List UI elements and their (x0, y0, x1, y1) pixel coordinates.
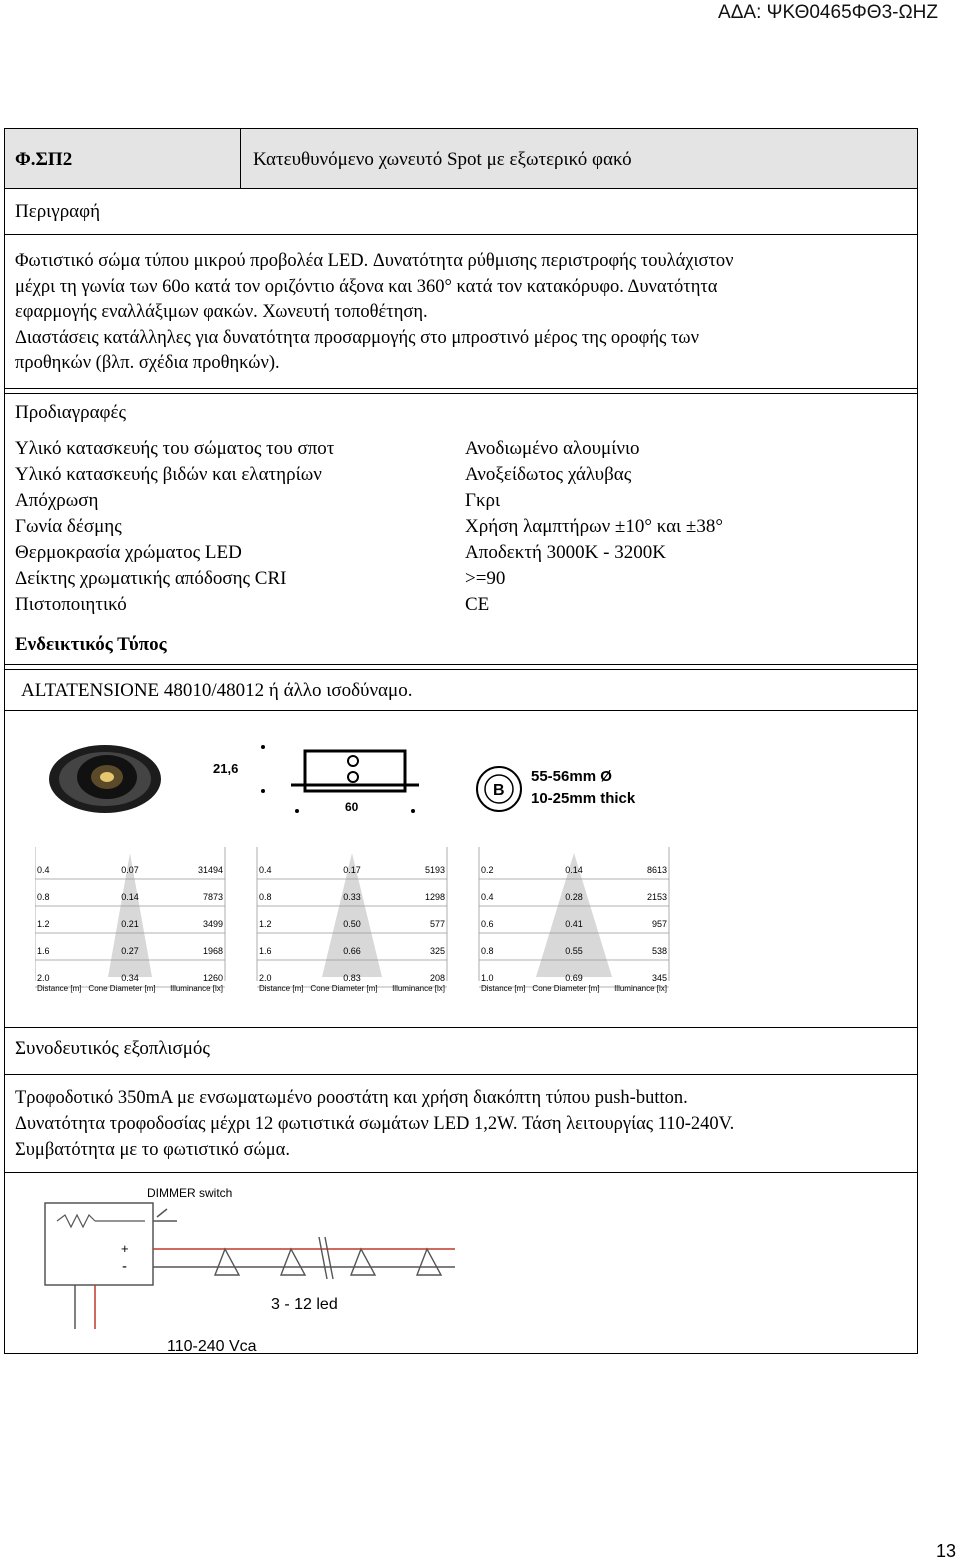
width-dimension: 60 (345, 800, 359, 814)
accessories-line: Δυνατότητα τροφοδοσίας μέχρι 12 φωτιστικά σωμάτων LED 1,2W. Τάση λειτουργίας 110-240V. (15, 1114, 735, 1134)
beam-header: Illuminance [lx] (614, 984, 667, 993)
beam-value: 0.8 (37, 892, 50, 902)
beam-value: 1.6 (37, 946, 50, 956)
beam-value: 31494 (197, 865, 223, 875)
product-images (35, 729, 675, 829)
beam-value: 957 (651, 919, 667, 929)
beam-header: Distance [m] (259, 984, 304, 993)
hole-size: 55-56mm Ø (531, 768, 612, 785)
driver-box (45, 1203, 153, 1285)
item-code-cell (5, 129, 241, 189)
type-value: ALTATENSIONE 48010/48012 ή άλλο ισοδύναμο. (21, 680, 413, 701)
wiring-diagram (35, 1179, 475, 1355)
beam-value: 7873 (202, 892, 223, 902)
minus-sign: - (122, 1258, 127, 1275)
beam-value: 345 (651, 973, 667, 983)
height-dimension: 21,6 (213, 761, 239, 776)
svg-text:B: B (493, 782, 505, 799)
beam-value: 3499 (202, 919, 223, 929)
voltage-label: 110-240 Vca (167, 1338, 257, 1355)
accessories-header (5, 1027, 917, 1075)
led-count-label: 3 - 12 led (271, 1296, 338, 1313)
dimmer-switch-label: DIMMER switch (147, 1186, 233, 1200)
beam-value: 208 (429, 973, 445, 983)
spec-row: Δείκτης χρωματικής απόδοσης CRI >=90 (15, 568, 506, 589)
description-text (15, 249, 907, 377)
item-code: Φ.ΣΠ2 (15, 149, 73, 170)
spec-row: Πιστοποιητικό CE (15, 594, 490, 615)
beam-diagram (257, 847, 447, 993)
description-line: εφαρμογής εναλλάξιμων φακών. Χωνευτή τοποθέτηση. (15, 302, 428, 322)
beam-value: 1298 (424, 892, 445, 902)
beam-value: 0.33 (343, 892, 361, 902)
beam-value: 0.34 (121, 973, 139, 983)
description-label: Περιγραφή (15, 201, 101, 222)
spec-sheet-table (4, 128, 918, 1354)
beam-header: Illuminance [lx] (170, 984, 223, 993)
spec-row: Θερμοκρασία χρώματος LED Αποδεκτή 3000K - 3200K (15, 542, 666, 563)
beam-value: 0.4 (259, 865, 272, 875)
beam-value: 325 (429, 946, 445, 956)
beam-value: 0.55 (565, 946, 583, 956)
specs-label: Προδιαγραφές (15, 402, 127, 423)
beam-value: 8613 (646, 865, 667, 875)
document-id: ΑΔΑ: ΨΚΘ0465ΦΘ3-ΩΗΖ (718, 2, 938, 23)
beam-value: 0.2 (481, 865, 494, 875)
accessories-line: Συμβατότητα με το φωτιστικό σώμα. (15, 1140, 290, 1160)
beam-value: 1968 (202, 946, 223, 956)
beam-value: 577 (429, 919, 445, 929)
spot-photo (49, 745, 161, 813)
beam-header: Illuminance [lx] (392, 984, 445, 993)
beam-value: 2.0 (259, 973, 272, 983)
item-title-cell (241, 129, 917, 189)
accessories-section (5, 1075, 917, 1173)
beam-value: 1260 (202, 973, 223, 983)
beam-value: 0.8 (481, 946, 494, 956)
beam-value: 2.0 (37, 973, 50, 983)
spec-row: Γωνία δέσμης Χρήση λαμπτήρων ±10° και ±38° (15, 516, 723, 537)
beam-value: 1.2 (37, 919, 50, 929)
description-line: Διαστάσεις κατάλληλες για δυνατότητα προσαρμογής στο μπροστινό μέρος της οροφής των (15, 327, 699, 348)
description-line: προθηκών (βλπ. σχέδια προθηκών). (15, 353, 280, 373)
switch-icon (157, 1209, 167, 1217)
specs-section (5, 393, 917, 665)
beam-value: 0.21 (121, 919, 139, 929)
beam-header: Cone Diameter [m] (532, 984, 600, 993)
beam-value: 0.8 (259, 892, 272, 902)
beam-value: 0.6 (481, 919, 494, 929)
page-number: 13 (935, 1541, 956, 1561)
beam-value: 0.83 (343, 973, 361, 983)
beam-value: 0.07 (121, 865, 139, 875)
accessories-label: Συνοδευτικός εξοπλισμός (15, 1038, 210, 1059)
accessories-line: Τροφοδοτικό 350mA με ενσωματωμένο ροοστάτη και χρήση διακόπτη τύπου push-button. (15, 1088, 688, 1108)
thickness: 10-25mm thick (531, 790, 636, 807)
beam-value: 0.28 (565, 892, 583, 902)
beam-value: 0.4 (481, 892, 494, 902)
beam-value: 0.17 (343, 865, 361, 875)
beam-value: 538 (651, 946, 667, 956)
spec-row: Υλικό κατασκευής βιδών και ελατηρίων Ανοξείδωτος χάλυβας (15, 464, 632, 485)
cutout-icon (477, 767, 521, 811)
beam-value: 0.4 (37, 865, 50, 875)
beam-diagram (479, 847, 669, 993)
spec-row: Απόχρωση Γκρι (15, 490, 501, 511)
type-section (5, 669, 917, 711)
beam-value: 0.41 (565, 919, 583, 929)
beam-diagram (35, 847, 225, 993)
beam-diagrams (35, 847, 715, 1007)
beam-value: 1.6 (259, 946, 272, 956)
beam-header: Cone Diameter [m] (88, 984, 156, 993)
description-line: μέχρι τη γωνία των 60ο κατά τον οριζόντιο άξονα και 360° κατά τον κατακόρυφο. Δυνατότητα (15, 276, 718, 297)
type-label: Ενδεικτικός Τύπος (15, 634, 167, 655)
description-line: Φωτιστικό σώμα τύπου μικρού προβολέα LED. Δυνατότητα ρύθμισης περιστροφής τουλάχιστον (15, 251, 734, 271)
spec-row: Υλικό κατασκευής του σώματος του σποτ Ανοδιωμένο αλουμίνιο (15, 438, 640, 459)
beam-value: 5193 (424, 865, 445, 875)
description-section (5, 235, 917, 389)
beam-value: 0.69 (565, 973, 583, 983)
accessories-text (15, 1085, 907, 1163)
beam-value: 1.0 (481, 973, 494, 983)
beam-header: Cone Diameter [m] (310, 984, 378, 993)
beam-header: Distance [m] (481, 984, 526, 993)
beam-value: 1.2 (259, 919, 272, 929)
beam-value: 0.66 (343, 946, 361, 956)
item-title: Κατευθυνόμενο χωνευτό Spot με εξωτερικό φακό (253, 149, 632, 170)
beam-value: 0.14 (565, 865, 583, 875)
beam-value: 0.14 (121, 892, 139, 902)
plus-sign: + (121, 1241, 129, 1256)
beam-value: 2153 (646, 892, 667, 902)
beam-value: 0.27 (121, 946, 139, 956)
beam-value: 0.50 (343, 919, 361, 929)
description-header (5, 189, 917, 235)
beam-header: Distance [m] (37, 984, 82, 993)
